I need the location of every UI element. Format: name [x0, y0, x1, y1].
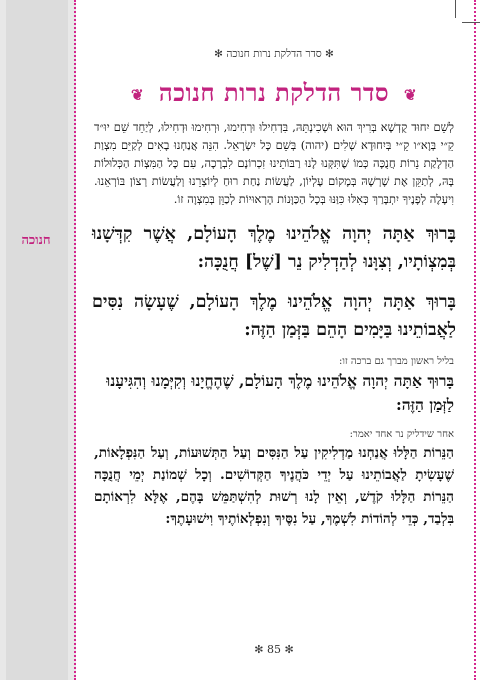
page-number-text: 85 — [267, 643, 281, 656]
blessing-shehecheyanu: בָּרוּךְ אַתָּה יְהוָה אֱלֹהֵינוּ מֶלֶךְ הָעוֹלָם, שֶׁהֶחֱיָנוּ וְקִיְּמָנוּ וְהִגִּיעָנוּ לַזְּמַן הַזֶּה: — [106, 371, 454, 414]
running-head-ornament-icon: ✻ — [325, 48, 334, 60]
page-number-ornament-icon: ✻ — [254, 643, 264, 656]
page-number — [84, 643, 464, 656]
page-edge-dotted-line — [474, 0, 476, 680]
side-tab-label: חנוכה — [21, 233, 51, 248]
crop-mark — [455, 0, 456, 18]
page-number-ornament-icon: ✻ — [284, 643, 294, 656]
running-head-ornament-icon: ✻ — [214, 48, 223, 60]
intro-paragraph: לְשֵׁם יִחוּד קֻדְשָׁא בְּרִיךְ הוּא וּשְׁכִינְתֵּהּ, בִּדְחִילוּ וּרְחִימוּ, וּרְחִימוּ וּדְחִילוּ, לְיַחֵד שֵׁם יוּ״ד קֵ״י בְּוָא״ו קֵ״י בְּיִחוּדָא שְׁלִים (יהוה) בְּשֵׁם כָּל יִשְׂרָאֵל. הִנֵּה אֲנַחְנוּ בָאִים לְקַיֵּם מִצְוַת הַדְלָקַת נֵרוֹת חֲנֻכָּה כְּמוֹ שֶׁתִּקְּנוּ לָנוּ רַבּוֹתֵינוּ זִכְרוֹנָם לִבְרָכָה, עִם כָּל הַמִּצְוֹת הַכְּלוּלוֹת בָּהּ, לְתַקֵּן אֶת שָׁרְשָׁהּ בְּמָקוֹם עֶלְיוֹן, לַעֲשׂוֹת נַחַת רוּחַ לְיוֹצְרֵנוּ וְלַעֲשׂוֹת רְצוֹן בּוֹרְאֵנוּ. וִיעָלֶה לְפָנֶיךָ יִתְבָּרַךְ כְּאִלּוּ כִּוַּנּוּ בְּכָל הַכַּוָּנוֹת הָרְאוּיוֹת לְכַוֵּן בְּמִצְוָה זוֹ. — [94, 120, 454, 206]
blessing-lehadlik: בָּרוּךְ אַתָּה יְהוָה אֱלֹהֵינוּ מֶלֶךְ הָעוֹלָם, אֲשֶׁר קִדְּשָׁנוּ בְּמִצְוֹתָיו, וְצִוָּנוּ לְהַדְלִיק נֵר [שֶׁל] חֲנֻכָּה: — [92, 224, 456, 272]
crop-mark — [462, 22, 480, 23]
instruction-note: בליל ראשון מברך גם ברכה זו: — [339, 356, 454, 367]
running-head — [84, 48, 464, 60]
document-page — [84, 28, 464, 668]
side-tab-shade — [6, 0, 68, 680]
haneirot-halalu-text: הַנֵּרוֹת הַלָּלוּ אֲנַחְנוּ מַדְלִיקִין עַל הַנִּסִּים וְעַל הַתְּשׁוּעוֹת, וְעַל הַנִּפְלָאוֹת, שֶׁעָשִׂיתָ לַאֲבוֹתֵינוּ עַל יְדֵי כֹּהֲנֶיךָ הַקְּדוֹשִׁים. וְכָל שְׁמוֹנַת יְמֵי חֲנֻכָּה הַנֵּרוֹת הַלָּלוּ קֹדֶשׁ, וְאֵין לָנוּ רְשׁוּת לְהִשְׁתַּמֵּשׁ בָּהֶם, אֶלָּא לִרְאוֹתָם בִּלְבַד, כְּדֵי לְהוֹדוֹת לִשְׁמֶךָ, עַל נִסֶּיךָ וְנִפְלְאוֹתֶיךָ וִישׁוּעָתֶךָ: — [94, 445, 454, 527]
flourish-icon: ❦ — [130, 85, 145, 104]
page-title — [84, 78, 464, 108]
instruction-note: אחר שידליק נר אחד יאמר: — [349, 429, 454, 440]
flourish-icon: ❦ — [403, 85, 418, 104]
side-thumb-tab — [0, 0, 76, 680]
blessing-sheasa-nisim: בָּרוּךְ אַתָּה יְהוָה אֱלֹהֵינוּ מֶלֶךְ הָעוֹלָם, שֶׁעָשָׂה נִסִּים לַאֲבוֹתֵינוּ בַּיָּמִים הָהֵם בַּזְּמַן הַזֶּה: — [92, 292, 456, 340]
page-title-text: סדר הדלקת נרות חנוכה — [158, 78, 390, 107]
running-head-text: סדר הדלקת נרות חנוכה — [226, 48, 322, 60]
